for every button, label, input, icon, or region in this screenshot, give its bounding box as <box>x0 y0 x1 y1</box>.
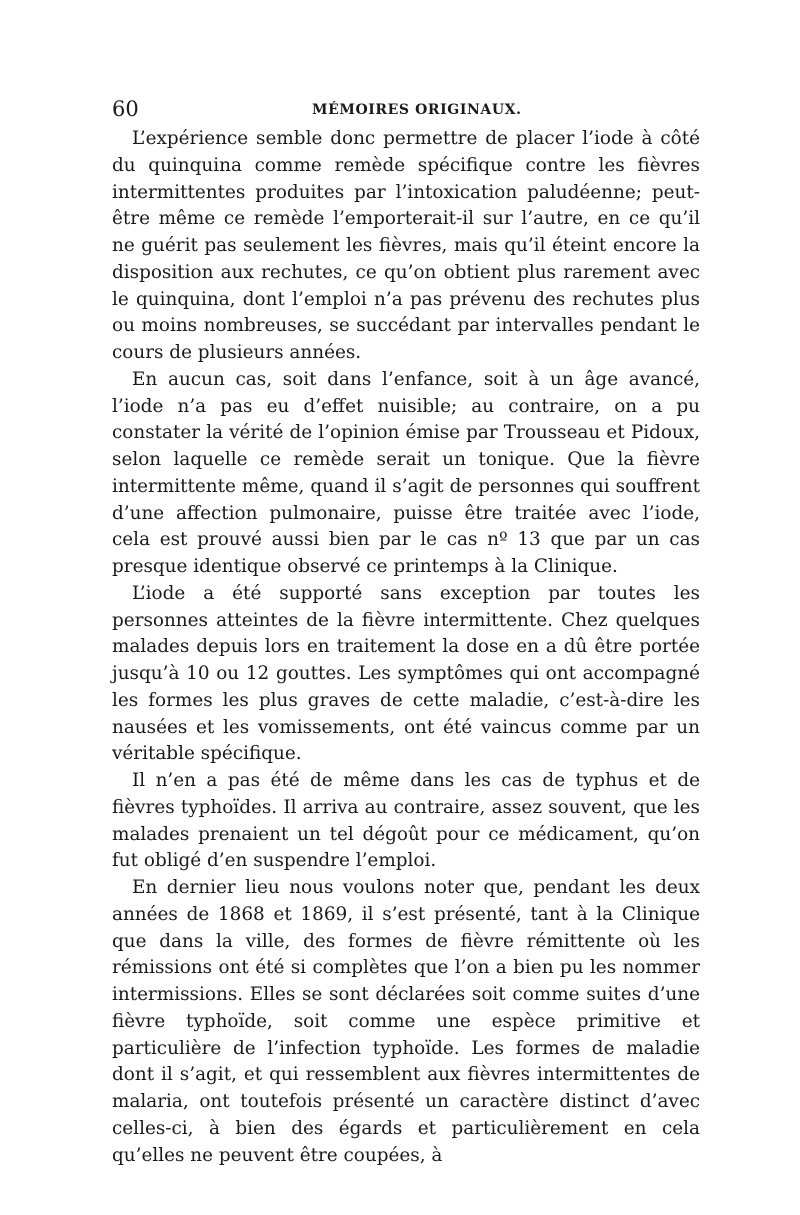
book-page <box>112 96 700 1169</box>
paragraph: En dernier lieu nous voulons noter que, pendant les deux années de 1868 et 1869, il s’est présenté, tant à la Clinique que dans la ville, des formes de fièvre rémittente où les rémissions ont été si complètes que l’on a bien pu les nommer intermissions. Elles se sont déclarées soit comme suites d’une fièvre typhoïde, soit comme une espèce primitive et particulière de l’infection typhoïde. Les formes de maladie dont il s’agit, et qui ressemblent aux fièvres intermittentes de malaria, ont toutefois présenté un caractère distinct d’avec celles-ci, à bien des égards et particulièrement en cela qu’elles ne peuvent être coupées, à <box>112 877 700 1166</box>
running-head <box>112 96 700 122</box>
paragraph: L’expérience semble donc permettre de placer l’iode à côté du quinquina comme remède spécifique contre les fièvres intermittentes produites par l’intoxication paludéenne; peut-être même ce remède l’emporterait-il sur l’autre, en ce qu’il ne guérit pas seulement les fièvres, mais qu’il éteint encore la disposition aux rechutes, ce qu’on obtient plus rarement avec le quinquina, dont l’emploi n’a pas prévenu des rechutes plus ou moins nombreuses, se succédant par intervalles pendant le cours de plusieurs années. <box>112 128 700 363</box>
page-number: 60 <box>112 97 139 121</box>
paragraph: Il n’en a pas été de même dans les cas de typhus et de fièvres typhoïdes. Il arriva au contraire, assez souvent, que les malades prenaient un tel dégoût pour ce médicament, qu’on fut obligé d’en suspendre l’emploi. <box>112 770 700 872</box>
body-text <box>112 126 700 1169</box>
running-title: MÉMOIRES ORIGINAUX. <box>312 102 522 118</box>
paragraph: L’iode a été supporté sans exception par toutes les personnes atteintes de la fièvre intermittente. Chez quelques malades depuis lors en traitement la dose en a dû être portée jusqu’à 10 ou 12 gouttes. Les symptômes qui ont accompagné les formes les plus graves de cette maladie, c’est-à-dire les nausées et les vomissements, ont été vaincus comme par un véritable spécifique. <box>112 582 700 765</box>
paragraph: En aucun cas, soit dans l’enfance, soit à un âge avancé, l’iode n’a pas eu d’effet nuisible; au contraire, on a pu constater la vérité de l’opinion émise par Trousseau et Pidoux, selon laquelle ce remède serait un tonique. Que la fièvre intermittente même, quand il s’agit de personnes qui souffrent d’une affection pulmonaire, puisse être traitée avec l’iode, cela est prouvé aussi bien par le cas nº 13 que par un cas presque identique observé ce printemps à la Clinique. <box>112 368 700 577</box>
